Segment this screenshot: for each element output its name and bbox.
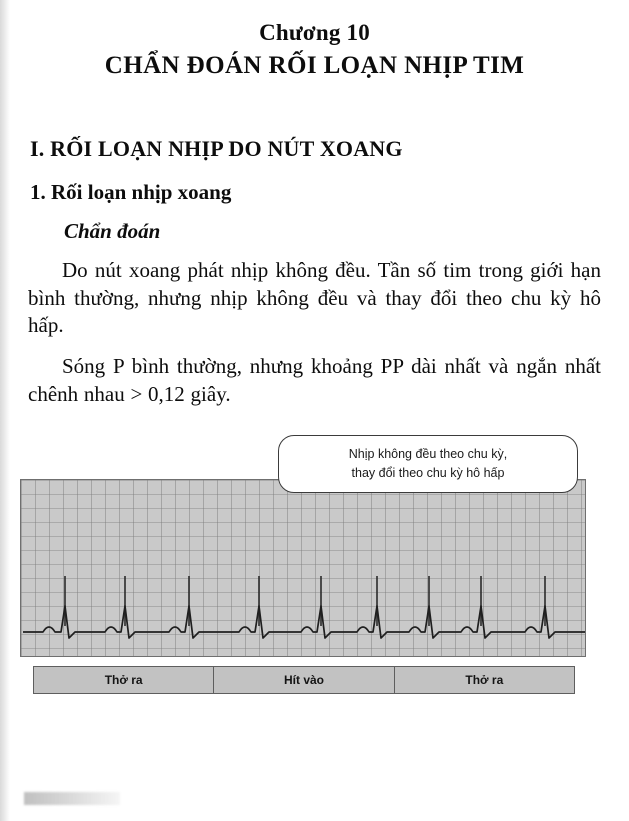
ecg-waveform [21,480,587,658]
paragraph-2: Sóng P bình thường, nhưng khoảng PP dài nhất và ngắn nhất chênh nhau > 0,12 giây. [28,354,601,406]
paragraph-1: Do nút xoang phát nhịp không đều. Tần số tim trong giới hạn bình thường, nhưng nhịp không đều và thay đổi theo chu kỳ hô hấp. [28,258,601,338]
chapter-title: CHẨN ĐOÁN RỐI LOẠN NHỊP TIM [104,52,525,79]
page-bottom-smudge [24,792,120,805]
ecg-figure [20,435,620,687]
phase-cell-inspire: Hít vào [214,667,394,693]
figure-callout [278,435,578,493]
callout-line-1: Nhịp không đều theo chu kỳ, [348,447,508,462]
scan-edge-shadow [0,0,10,821]
section-heading: I. RỐI LOẠN NHỊP DO NÚT XOANG [30,136,403,161]
phase-cell-expire-1: Thở ra [34,667,214,693]
respiration-phase-bar [33,666,575,694]
chapter-label: Chương 10 [259,20,370,45]
phase-cell-expire-2: Thở ra [465,672,504,687]
ecg-strip [20,479,586,687]
callout-line-2: thay đổi theo chu kỳ hô hấp [351,465,505,480]
diagnosis-heading: Chẩn đoán [64,219,161,243]
subsection-heading: 1. Rối loạn nhịp xoang [30,180,232,204]
